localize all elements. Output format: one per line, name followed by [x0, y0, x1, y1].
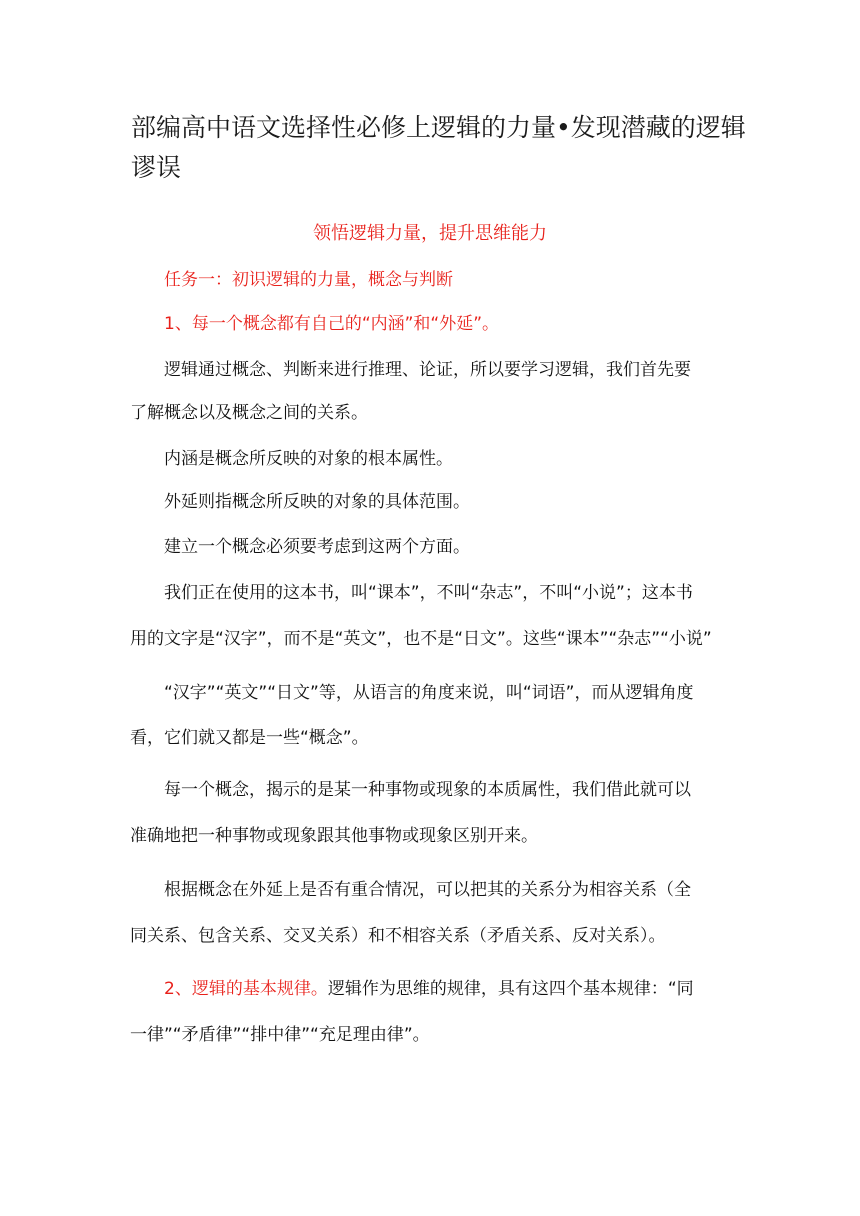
para7-line2: 同关系、包含关系、交叉关系）和不相容关系（矛盾关系、反对关系）。 [130, 926, 666, 946]
para1-line2: 了解概念以及概念之间的关系。 [130, 403, 368, 423]
para1-line1: 逻辑通过概念、判断来进行推理、论证，所以要学习逻辑，我们首先要 [164, 360, 691, 380]
para3: 外延则指概念所反映的对象的具体范围。 [164, 492, 470, 512]
point2-line2: 一律”“矛盾律”“排中律”“充足理由律”。 [130, 1025, 430, 1045]
task-heading: 任务一：初识逻辑的力量，概念与判断 [164, 270, 453, 290]
para5-line3: “汉字”“英文”“日文”等，从语言的角度来说，叫“词语”，而从逻辑角度 [164, 683, 694, 703]
para4: 建立一个概念必须要考虑到这两个方面。 [164, 537, 470, 557]
point1-heading: 1、每一个概念都有自己的“内涵”和“外延”。 [164, 314, 500, 334]
para5-line1: 我们正在使用的这本书，叫“课本”，不叫“杂志”，不叫“小说”；这本书 [164, 583, 693, 603]
point2-line1 [164, 976, 774, 1002]
point2-line1-text: 逻辑作为思维的规律，具有这四个基本规律：“同 [327, 979, 694, 999]
para5-line4: 看，它们就又都是一些“概念”。 [130, 728, 369, 748]
section-heading: 领悟逻辑力量，提升思维能力 [313, 223, 547, 244]
para6-line1: 每一个概念，揭示的是某一种事物或现象的本质属性，我们借此就可以 [164, 780, 691, 800]
para2: 内涵是概念所反映的对象的根本属性。 [164, 449, 453, 469]
para5-line2: 用的文字是“汉字”，而不是“英文”，也不是“日文”。这些“课本”“杂志”“小说” [130, 629, 712, 649]
title-line-2: 谬误 [131, 153, 182, 182]
title-line-1: 部编高中语文选择性必修上逻辑的力量•发现潜藏的逻辑 [131, 113, 746, 142]
point2-heading: 2、逻辑的基本规律。 [164, 979, 328, 999]
para7-line1: 根据概念在外延上是否有重合情况，可以把其的关系分为相容关系（全 [164, 880, 691, 900]
para6-line2: 准确地把一种事物或现象跟其他事物或现象区别开来。 [130, 826, 538, 846]
document-title [131, 108, 751, 188]
